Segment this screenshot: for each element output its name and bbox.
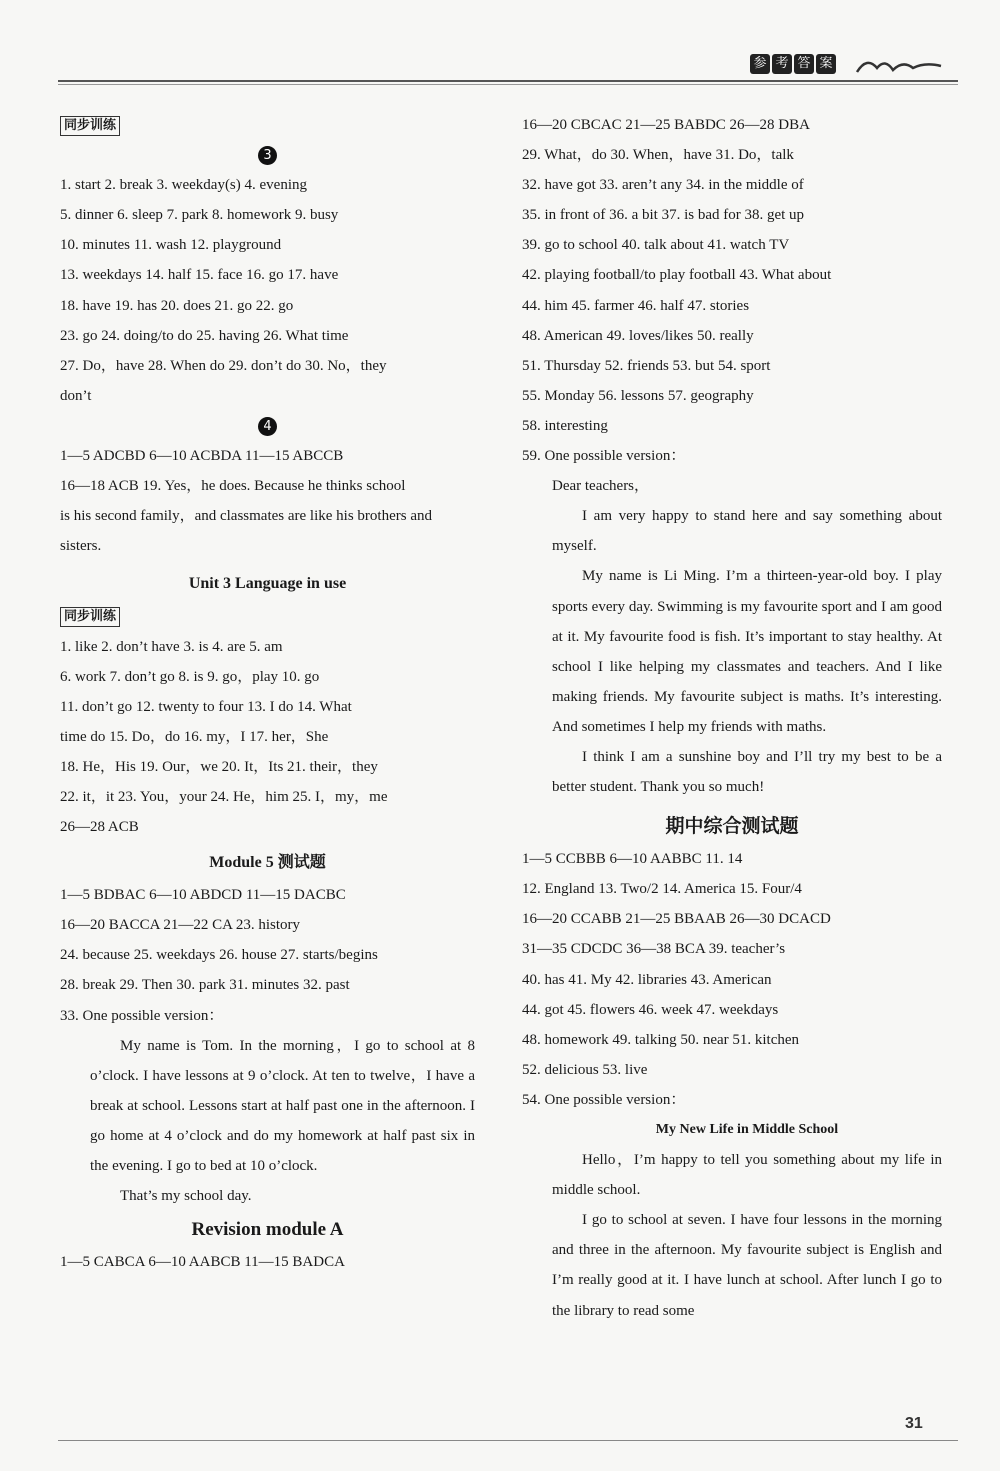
- answer-block: [522, 844, 942, 1115]
- essay-greeting: Dear teachers，: [552, 478, 650, 495]
- essay-paragraph: That’s my school day.: [120, 1188, 252, 1205]
- header-tag-char: 答: [794, 54, 814, 74]
- answer-line: 16—20 CBCAC 21—25 BABDC 26—28 DBA: [522, 117, 810, 133]
- answer-line: time do 15. Do，do 16. my，I 17. her，She: [60, 728, 329, 745]
- answer-block: [60, 880, 475, 1030]
- answer-line: 16—18 ACB 19. Yes，he does. Because he thinks school: [60, 478, 406, 495]
- answer-line: 16—20 BACCA 21—22 CA 23. history: [60, 917, 301, 934]
- answer-line: 5. dinner 6. sleep 7. park 8. homework 9. busy: [60, 207, 339, 224]
- answer-line: 48. homework 49. talking 50. near 51. kitchen: [522, 1031, 800, 1048]
- essay-paragraph: I think I am a sunshine boy and I’ll try my best to be a better student. Thank you so much!: [552, 748, 942, 796]
- answer-line: 29. What，do 30. When，have 31. Do，talk: [522, 147, 794, 164]
- answer-line: 28. break 29. Then 30. park 31. minutes 32. past: [60, 977, 350, 994]
- answer-block: [522, 110, 942, 471]
- left-column: [60, 110, 475, 1277]
- essay-paragraph: Hello，I’m happy to tell you something about my life in middle school.: [552, 1152, 942, 1199]
- answer-line: 26—28 ACB: [60, 819, 139, 836]
- answer-line: 23. go 24. doing/to do 25. having 26. What time: [60, 327, 349, 344]
- answer-line: 27. Do，have 28. When do 29. don’t do 30. No，they: [60, 357, 387, 374]
- answer-line: 18. He，His 19. Our，we 20. It，Its 21. their，they: [60, 758, 378, 775]
- header-rule-thin: [58, 84, 958, 85]
- unit-title: Unit 3 Language in use: [188, 575, 347, 593]
- header-logo-icon: [855, 52, 945, 84]
- answer-block: [60, 170, 475, 411]
- essay-paragraph: My name is Li Ming. I’m a thirteen-year-old boy. I play sports every day. Swimming is my favourite sport and I am good at it. My favourite food is fish. It’s important to stay healthy. At school I like helping my classmates and teachers. And I like making friends. My favourite subject is maths. It’s interesting. And sometimes I help my friends with maths.: [552, 568, 942, 735]
- answer-line: 44. got 45. flowers 46. week 47. weekdays: [522, 1001, 779, 1018]
- answer-block: [60, 632, 475, 843]
- answer-line: sisters.: [60, 538, 102, 555]
- answer-line: 10. minutes 11. wash 12. playground: [60, 237, 282, 254]
- answer-line: 16—20 CCABB 21—25 BBAAB 26—30 DCACD: [522, 911, 831, 928]
- header-tag-char: 案: [816, 54, 836, 74]
- module-test-title: Module 5 测试题: [209, 854, 326, 872]
- answer-line: don’t: [60, 387, 92, 404]
- answer-line: is his second family，and classmates are like his brothers and: [60, 508, 432, 525]
- answer-line: 32. have got 33. aren’t any 34. in the middle of: [522, 177, 804, 194]
- answer-line: 48. American 49. loves/likes 50. really: [522, 327, 754, 344]
- essay-paragraph: I go to school at seven. I have four lessons in the morning and three in the afternoon. My favourite subject is English and I’m really good at it. I have lunch at school. After lunch I go to the library to read some: [552, 1212, 942, 1319]
- header-tag-char: 参: [750, 54, 770, 74]
- answer-line: 1—5 BDBAC 6—10 ABDCD 11—15 DACBC: [60, 887, 346, 904]
- answer-line: 1—5 ADCBD 6—10 ACBDA 11—15 ABCCB: [60, 448, 344, 465]
- answer-block: [60, 441, 475, 561]
- right-column: [522, 110, 942, 1326]
- answer-line: 33. One possible version：: [60, 1007, 224, 1024]
- answer-line: 35. in front of 36. a bit 37. is bad for 38. get up: [522, 207, 805, 224]
- answer-line: 58. interesting: [522, 417, 608, 434]
- answer-line: 39. go to school 40. talk about 41. watch TV: [522, 237, 790, 254]
- essay-title: My New Life in Middle School: [655, 1122, 839, 1137]
- answer-line: 6. work 7. don’t go 8. is 9. go，play 10. go: [60, 668, 320, 685]
- answer-line: 13. weekdays 14. half 15. face 16. go 17. have: [60, 267, 339, 284]
- answer-line: 51. Thursday 52. friends 53. but 54. sport: [522, 357, 771, 374]
- revision-title: Revision module A: [191, 1219, 344, 1241]
- essay-paragraph: I am very happy to stand here and say something about myself.: [552, 508, 942, 555]
- section-box-sync-training: 同步训练: [60, 116, 120, 136]
- section-number-badge: 4: [258, 417, 277, 436]
- header-tag: [750, 54, 836, 74]
- answer-line: 24. because 25. weekdays 26. house 27. starts/begins: [60, 947, 378, 964]
- answer-line: 59. One possible version：: [522, 448, 686, 465]
- header-tag-char: 考: [772, 54, 792, 74]
- answer-line: 11. don’t go 12. twenty to four 13. I do 14. What: [60, 698, 352, 715]
- answer-line: 1. start 2. break 3. weekday(s) 4. evening: [60, 177, 308, 194]
- answer-line: 55. Monday 56. lessons 57. geography: [522, 387, 754, 404]
- section-box-sync-training: 同步训练: [60, 607, 120, 627]
- answer-line: 40. has 41. My 42. libraries 43. American: [522, 971, 772, 988]
- page-number: 31: [905, 1415, 923, 1432]
- header-rule: [58, 80, 958, 82]
- section-number-badge: 3: [258, 146, 277, 165]
- footer-rule: [58, 1440, 958, 1441]
- answer-line: 22. it，it 23. You，your 24. He，him 25. I，my，me: [60, 788, 388, 805]
- answer-line: 1—5 CABCA 6—10 AABCB 11—15 BADCA: [60, 1254, 345, 1271]
- answer-line: 31—35 CDCDC 36—38 BCA 39. teacher’s: [522, 941, 786, 958]
- answer-line: 1. like 2. don’t have 3. is 4. are 5. am: [60, 638, 283, 655]
- midterm-test-title: 期中综合测试题: [665, 816, 799, 838]
- essay-paragraph: My name is Tom. In the morning，I go to school at 8 o’clock. I have lessons at 9 o’clock. At ten to twelve，I have a break at school. Lessons start at half past one in the afternoon. I go home at 4 o’clock and do my homework at half past six in the evening. I go to bed at 10 o’clock.: [90, 1037, 475, 1174]
- answer-line: 52. delicious 53. live: [522, 1061, 648, 1078]
- answer-line: 18. have 19. has 20. does 21. go 22. go: [60, 297, 294, 314]
- answer-line: 1—5 CCBBB 6—10 AABBC 11. 14: [522, 851, 743, 868]
- answer-line: 12. England 13. Two/2 14. America 15. Four/4: [522, 881, 802, 898]
- answer-line: 42. playing football/to play football 43. What about: [522, 267, 832, 284]
- answer-line: 44. him 45. farmer 46. half 47. stories: [522, 297, 750, 314]
- answer-line: 54. One possible version：: [522, 1091, 686, 1108]
